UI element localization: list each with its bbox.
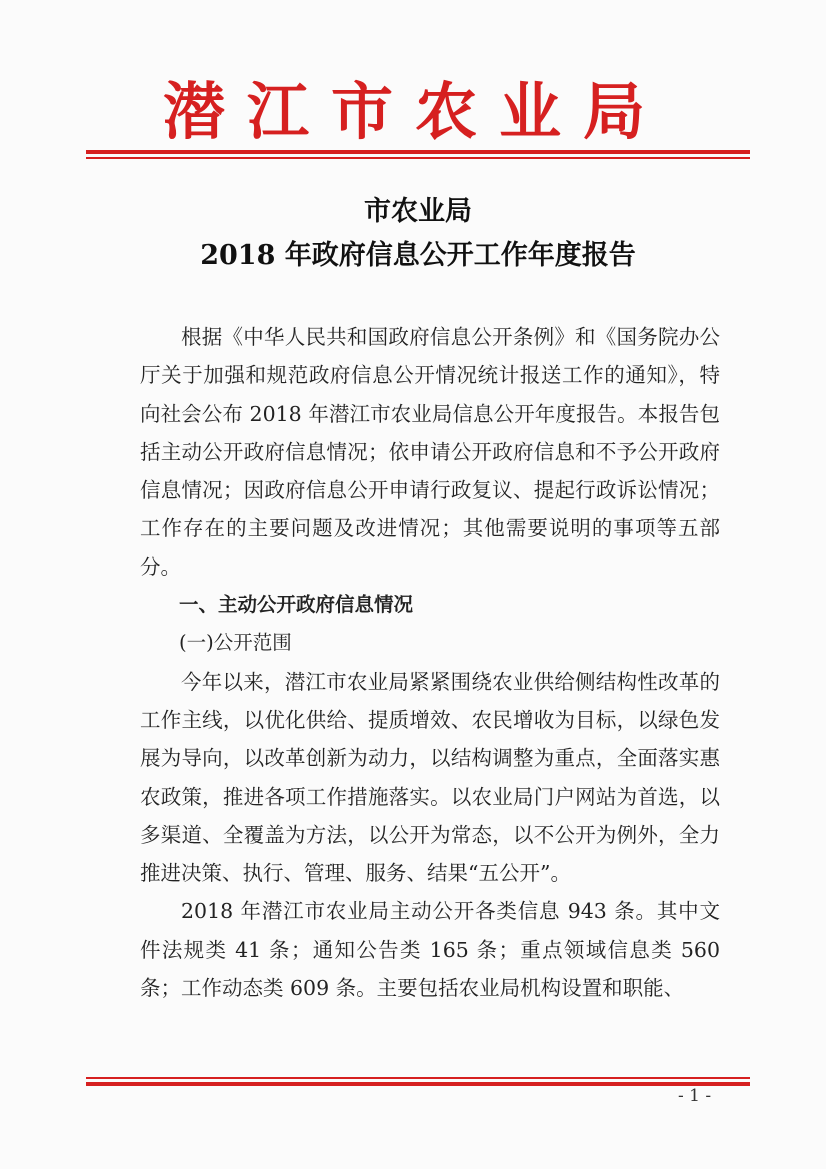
document-title-line2: 2018 年政府信息公开工作年度报告 <box>200 240 636 271</box>
section-heading: 一、主动公开政府信息情况 <box>179 593 414 617</box>
document-title-line1: 市农业局 <box>364 196 472 227</box>
letterhead-title: 潜江市农业局 <box>162 75 667 148</box>
letterhead-divider <box>86 150 750 159</box>
body-paragraph: 2018 年潜江市农业局主动公开各类信息 943 条。其中文件法规类 41 条；通知公告类 165 条；重点领域信息类 560 条；工作动态类 609 条。主要包括农业局机构设置和职能、 <box>140 899 720 1001</box>
page-number: - 1 - <box>678 1086 712 1106</box>
intro-paragraph: 根据《中华人民共和国政府信息公开条例》和《国务院办公厅关于加强和规范政府信息公开情况统计报送工作的通知》，特向社会公布 2018 年潜江市农业局信息公开年度报告。本报告包括主动公开政府信息情况；依申请公开政府信息和不予公开政府信息情况；因政府信息公开申请行政复议、提起行政诉讼情况；工作存在的主要问题及改进情况；其他需要说明的事项等五部分。 <box>140 325 720 579</box>
document-body <box>140 318 720 1007</box>
footer-divider <box>86 1077 750 1086</box>
body-paragraph: 今年以来，潜江市农业局紧紧围绕农业供给侧结构性改革的工作主线，以优化供给、提质增效、农民增收为目标，以绿色发展为导向，以改革创新为动力，以结构调整为重点，全面落实惠农政策，推进各项工作措施落实。以农业局门户网站为首选，以多渠道、全覆盖为方法，以公开为常态，以不公开为例外，全力推进决策、执行、管理、服务、结果“五公开”。 <box>140 669 720 886</box>
subsection-heading: (一)公开范围 <box>179 631 292 655</box>
